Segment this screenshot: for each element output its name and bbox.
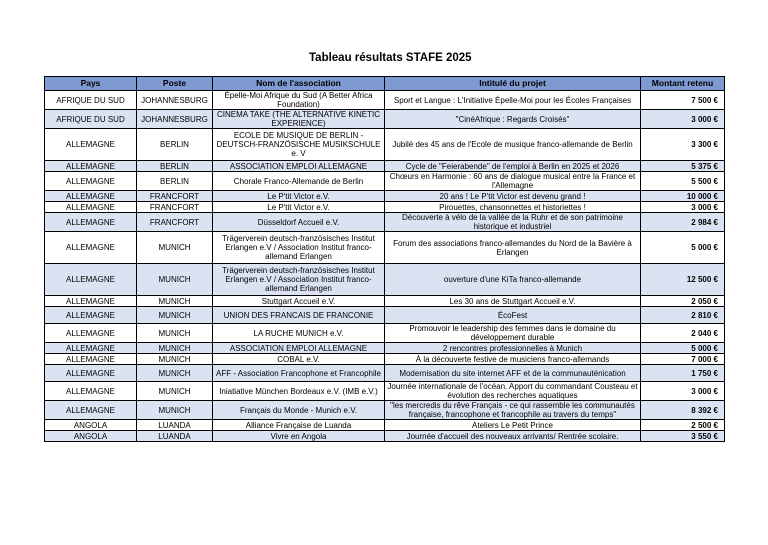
cell-pays: ALLEMAGNE	[45, 401, 137, 420]
cell-poste: MUNICH	[137, 307, 213, 324]
table-row	[45, 324, 725, 343]
cell-montant: 8 392 €	[641, 401, 725, 420]
cell-association: Trägerverein deutsch-französisches Institut Erlangen e.V / Association Institut franco-allemand Erlangen	[213, 264, 385, 296]
cell-association: Stuttgart Accueil e.V.	[213, 296, 385, 307]
table-row	[45, 161, 725, 172]
cell-association: Düsseldorf Accueil e.V.	[213, 213, 385, 232]
table-row	[45, 213, 725, 232]
table-row	[45, 420, 725, 431]
cell-poste: MUNICH	[137, 232, 213, 264]
cell-poste: MUNICH	[137, 264, 213, 296]
cell-poste: BERLIN	[137, 172, 213, 191]
cell-projet: Découverte à vélo de la vallée de la Ruhr et de son patrimoine historique et industriel	[385, 213, 641, 232]
cell-montant: 3 300 €	[641, 129, 725, 161]
cell-poste: MUNICH	[137, 382, 213, 401]
cell-association: CINEMA TAKE (THE ALTERNATIVE KINETIC EXPERIENCE)	[213, 110, 385, 129]
cell-montant: 12 500 €	[641, 264, 725, 296]
cell-montant: 7 000 €	[641, 354, 725, 365]
cell-pays: ALLEMAGNE	[45, 343, 137, 354]
table-row	[45, 431, 725, 442]
cell-montant: 2 810 €	[641, 307, 725, 324]
table-row	[45, 343, 725, 354]
table-row	[45, 172, 725, 191]
cell-montant: 5 500 €	[641, 172, 725, 191]
page-title: Tableau résultats STAFE 2025	[309, 52, 472, 64]
cell-montant: 2 050 €	[641, 296, 725, 307]
table-row	[45, 202, 725, 213]
cell-poste: JOHANNESBURG	[137, 110, 213, 129]
cell-poste: LUANDA	[137, 431, 213, 442]
cell-poste: MUNICH	[137, 365, 213, 382]
cell-pays: ALLEMAGNE	[45, 161, 137, 172]
cell-pays: ALLEMAGNE	[45, 324, 137, 343]
cell-association: COBAL e.V.	[213, 354, 385, 365]
cell-poste: MUNICH	[137, 296, 213, 307]
cell-projet: Promouvoir le leadership des femmes dans le domaine du développement durable	[385, 324, 641, 343]
cell-pays: AFRIQUE DU SUD	[45, 110, 137, 129]
cell-pays: ANGOLA	[45, 420, 137, 431]
cell-association: Français du Monde - Munich e.V.	[213, 401, 385, 420]
cell-pays: ANGOLA	[45, 431, 137, 442]
cell-association: Chorale Franco-Allemande de Berlin	[213, 172, 385, 191]
cell-association: ECOLE DE MUSIQUE DE BERLIN - DEUTSCH-FRANZÖSISCHE MUSIKSCHULE e. V	[213, 129, 385, 161]
table-row	[45, 382, 725, 401]
cell-association: LA RUCHE MUNICH e.V.	[213, 324, 385, 343]
table-row	[45, 232, 725, 264]
cell-projet: "CinéAfrique : Regards Croisés"	[385, 110, 641, 129]
table-row	[45, 264, 725, 296]
header-projet: Intitulé du projet	[385, 77, 641, 91]
header-poste: Poste	[137, 77, 213, 91]
cell-montant: 7 500 €	[641, 91, 725, 110]
cell-projet: Journée internationale de l'océan. Apport du commandant Cousteau et évolution des recherches aquatiques	[385, 382, 641, 401]
cell-pays: ALLEMAGNE	[45, 172, 137, 191]
table-row	[45, 401, 725, 420]
cell-association: ASSOCIATION EMPLOI ALLEMAGNE	[213, 343, 385, 354]
cell-projet: Ateliers Le Petit Prince	[385, 420, 641, 431]
cell-association: Vivre en Angola	[213, 431, 385, 442]
cell-montant: 3 000 €	[641, 202, 725, 213]
cell-projet: Forum des associations franco-allemandes du Nord de la Bavière à Erlangen	[385, 232, 641, 264]
header-pays: Pays	[45, 77, 137, 91]
cell-projet: Jubilé des 45 ans de l'Ecole de musique franco-allemande de Berlin	[385, 129, 641, 161]
cell-pays: ALLEMAGNE	[45, 296, 137, 307]
cell-pays: ALLEMAGNE	[45, 232, 137, 264]
cell-poste: BERLIN	[137, 161, 213, 172]
cell-montant: 2 040 €	[641, 324, 725, 343]
table-row	[45, 129, 725, 161]
table-header-row	[45, 77, 725, 91]
cell-projet: 2 rencontres professionnelles à Munich	[385, 343, 641, 354]
cell-montant: 1 750 €	[641, 365, 725, 382]
cell-association: AFF - Association Francophone et Francophile	[213, 365, 385, 382]
cell-association: Le P'tit Victor e.V.	[213, 202, 385, 213]
table-row	[45, 91, 725, 110]
cell-montant: 3 000 €	[641, 110, 725, 129]
cell-pays: ALLEMAGNE	[45, 307, 137, 324]
cell-association: Alliance Française de Luanda	[213, 420, 385, 431]
cell-projet: 20 ans ! Le P'tit Victor est devenu grand !	[385, 191, 641, 202]
cell-projet: Sport et Langue : L'Initiative Épelle-Moi pour les Écoles Françaises	[385, 91, 641, 110]
cell-montant: 2 984 €	[641, 213, 725, 232]
cell-projet: À la découverte festive de musiciens franco-allemands	[385, 354, 641, 365]
table-row	[45, 191, 725, 202]
results-table	[44, 76, 725, 442]
table-row	[45, 365, 725, 382]
cell-poste: MUNICH	[137, 401, 213, 420]
cell-poste: MUNICH	[137, 324, 213, 343]
cell-poste: MUNICH	[137, 343, 213, 354]
cell-pays: ALLEMAGNE	[45, 365, 137, 382]
cell-pays: AFRIQUE DU SUD	[45, 91, 137, 110]
table-row	[45, 296, 725, 307]
cell-poste: FRANCFORT	[137, 202, 213, 213]
cell-projet: Journée d'accueil des nouveaux arrivants/ Rentrée scolaire.	[385, 431, 641, 442]
cell-association: Le P'tit Victor e.V.	[213, 191, 385, 202]
cell-montant: 5 000 €	[641, 343, 725, 354]
cell-projet: ouverture d'une KiTa franco-allemande	[385, 264, 641, 296]
cell-association: UNION DES FRANCAIS DE FRANCONIE	[213, 307, 385, 324]
cell-poste: MUNICH	[137, 354, 213, 365]
cell-pays: ALLEMAGNE	[45, 202, 137, 213]
table-body	[45, 91, 725, 442]
table-row	[45, 354, 725, 365]
cell-association: Épelle-Moi Afrique du Sud (A Better Africa Foundation)	[213, 91, 385, 110]
cell-projet: Chœurs en Harmonie : 60 ans de dialogue musical entre la France et l'Allemagne	[385, 172, 641, 191]
cell-pays: ALLEMAGNE	[45, 264, 137, 296]
cell-montant: 3 000 €	[641, 382, 725, 401]
cell-projet: ÉcoFest	[385, 307, 641, 324]
cell-montant: 10 000 €	[641, 191, 725, 202]
cell-projet: Pirouettes, chansonnettes et historiettes !	[385, 202, 641, 213]
table-row	[45, 110, 725, 129]
cell-association: Iniatiative München Bordeaux e.V. (IMB e.V.)	[213, 382, 385, 401]
header-association: Nom de l'association	[213, 77, 385, 91]
cell-association: Trägerverein deutsch-französisches Institut Erlangen e.V / Association Institut franco-allemand Erlangen	[213, 232, 385, 264]
header-montant: Montant retenu	[641, 77, 725, 91]
cell-pays: ALLEMAGNE	[45, 191, 137, 202]
cell-pays: ALLEMAGNE	[45, 354, 137, 365]
cell-projet: Les 30 ans de Stuttgart Accueil e.V.	[385, 296, 641, 307]
cell-projet: Modernisation du site internet AFF et de la communauténication	[385, 365, 641, 382]
cell-pays: ALLEMAGNE	[45, 129, 137, 161]
cell-poste: LUANDA	[137, 420, 213, 431]
cell-pays: ALLEMAGNE	[45, 213, 137, 232]
cell-poste: JOHANNESBURG	[137, 91, 213, 110]
cell-pays: ALLEMAGNE	[45, 382, 137, 401]
cell-poste: BERLIN	[137, 129, 213, 161]
cell-projet: "les mercredis du rêve Français - ce qui rassemble les communautés française, francophone et francophile au travers du temps"	[385, 401, 641, 420]
cell-montant: 3 550 €	[641, 431, 725, 442]
table-row	[45, 307, 725, 324]
cell-montant: 5 000 €	[641, 232, 725, 264]
cell-poste: FRANCFORT	[137, 213, 213, 232]
cell-montant: 5 375 €	[641, 161, 725, 172]
cell-projet: Cycle de "Feierabende" de l'emploi à Berlin en 2025 et 2026	[385, 161, 641, 172]
cell-association: ASSOCIATION EMPLOI ALLEMAGNE	[213, 161, 385, 172]
cell-poste: FRANCFORT	[137, 191, 213, 202]
cell-montant: 2 500 €	[641, 420, 725, 431]
